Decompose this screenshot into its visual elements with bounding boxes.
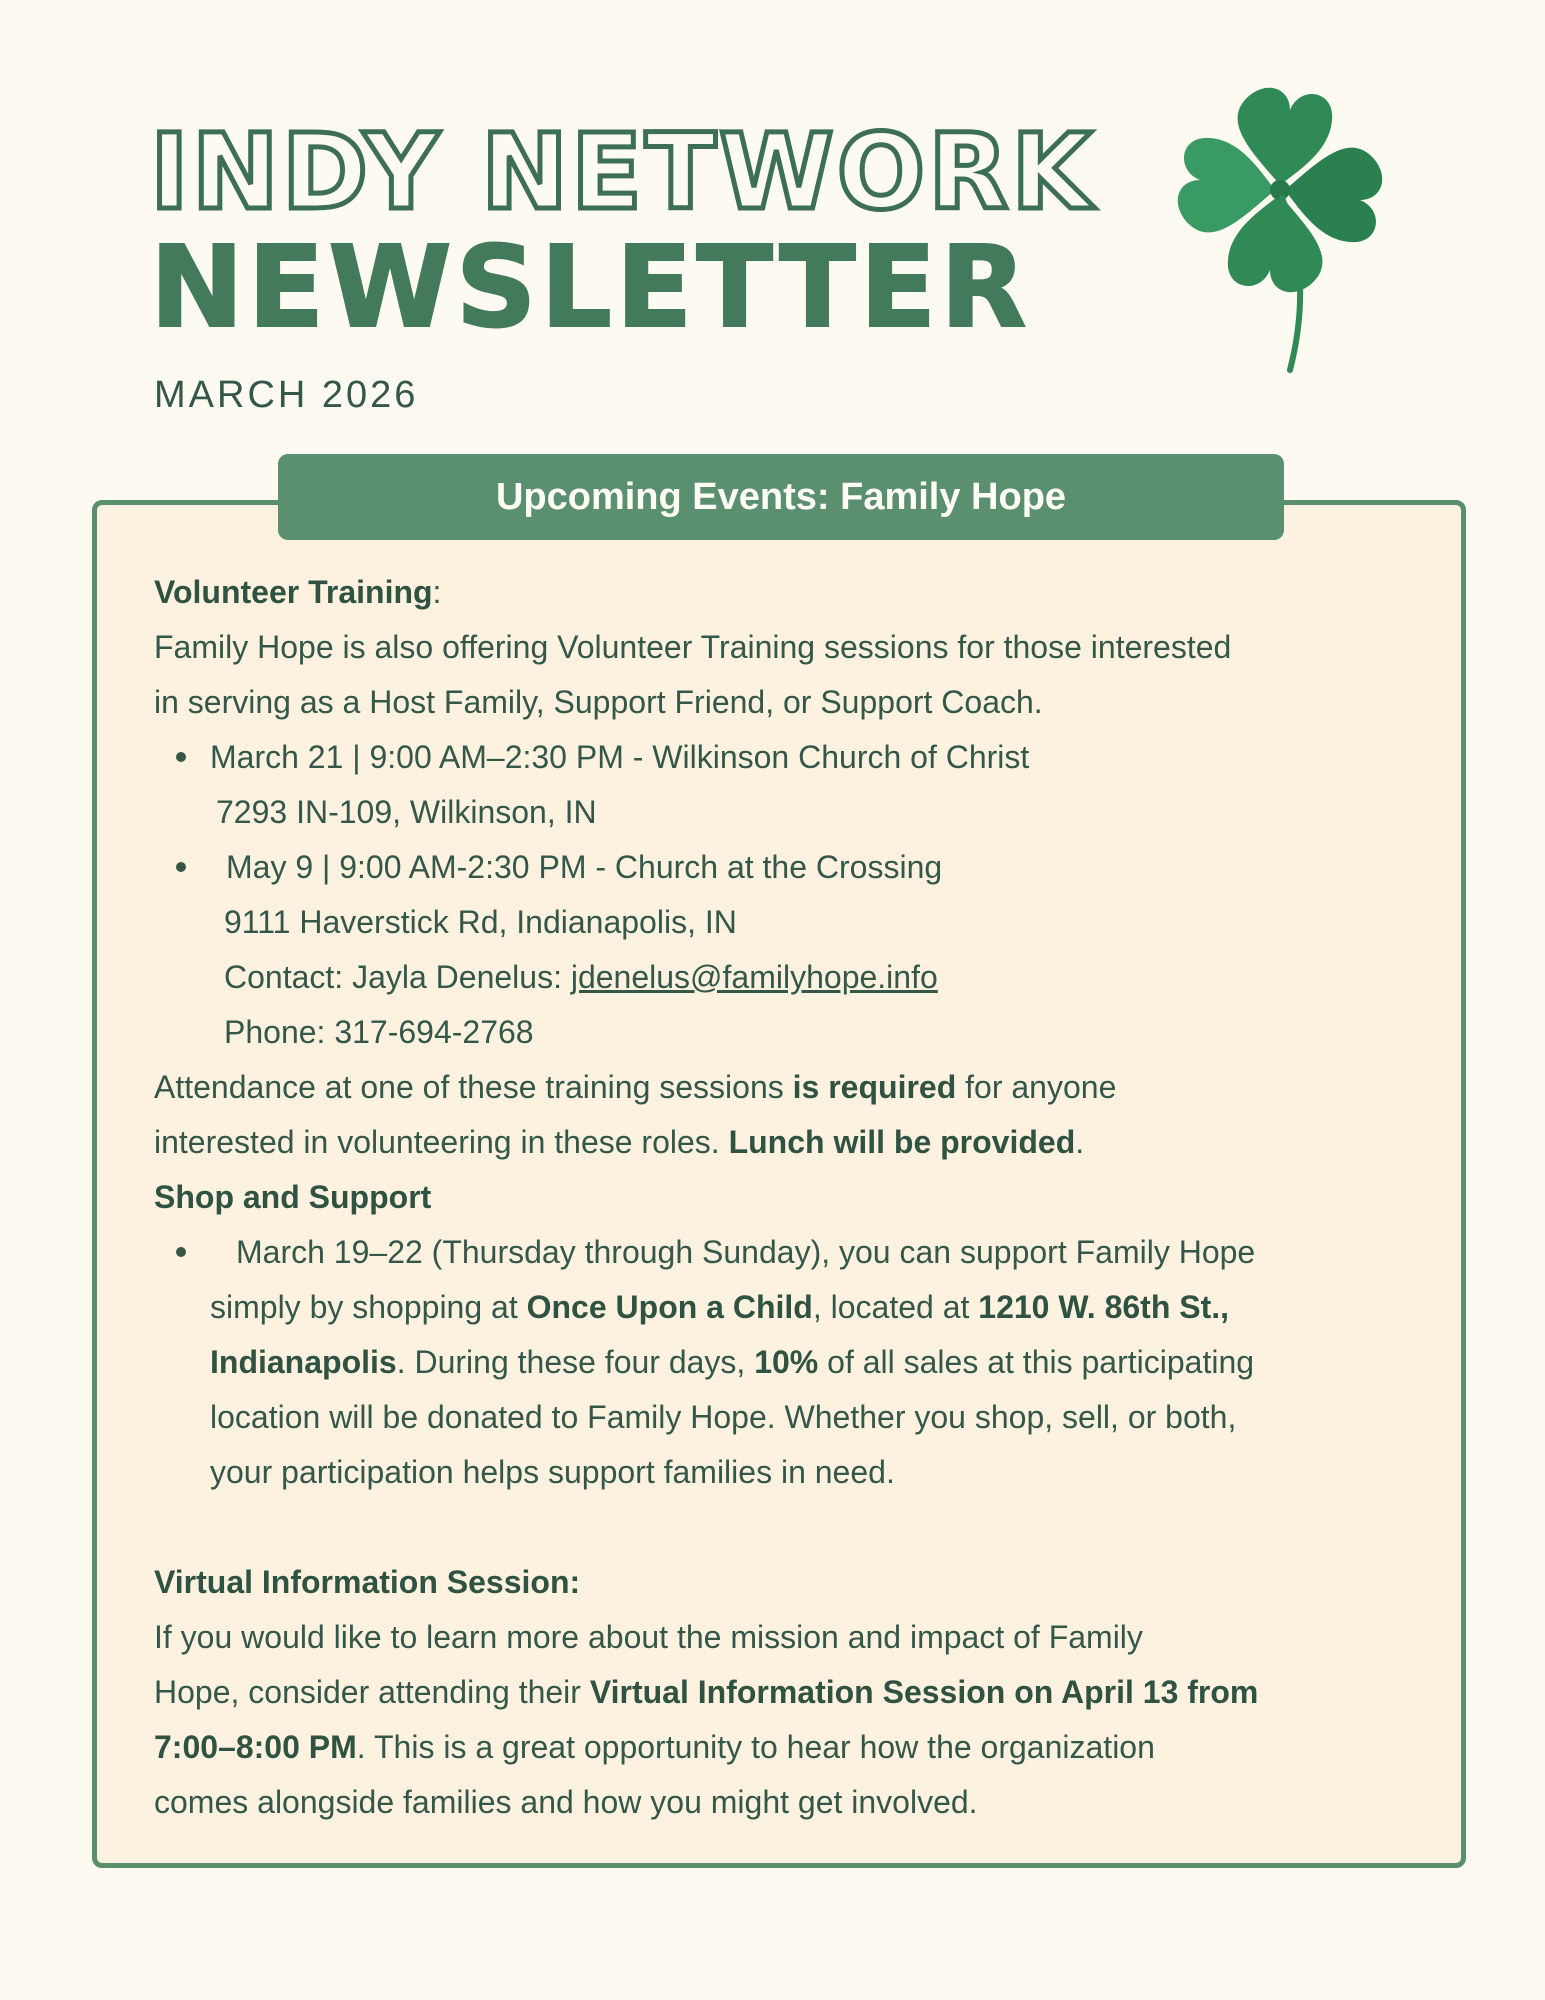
title-line-1: INDY NETWORK [150, 111, 1095, 233]
volunteer-title-suffix: : [432, 574, 442, 610]
spacer [154, 1500, 1414, 1555]
events-heading: Upcoming Events: Family Hope [278, 454, 1284, 540]
session-2-contact [210, 950, 1414, 1005]
shop-text: simply by shopping at [210, 1289, 527, 1325]
four-leaf-clover-icon [1160, 70, 1400, 380]
attendance-line2-end: . [1075, 1124, 1085, 1160]
shop-text-end: of all sales at this participating [818, 1344, 1255, 1380]
shop-support-heading: Shop and Support [154, 1179, 432, 1215]
issue-date: MARCH 2026 [154, 374, 419, 416]
volunteer-title: Volunteer Training [154, 574, 433, 610]
list-item [154, 840, 1414, 1060]
volunteer-intro-1: Family Hope is also offering Volunteer Training sessions for those interested [154, 629, 1232, 665]
events-content [154, 565, 1414, 1830]
attendance-text: Attendance at one of these training sessions [154, 1069, 793, 1105]
donation-percent: 10% [754, 1344, 819, 1380]
session-1-line1: March 21 | 9:00 AM–2:30 PM - Wilkinson Church of Christ [210, 739, 1030, 775]
list-item [154, 730, 1414, 840]
shop-line-1: March 19–22 (Thursday through Sunday), you can support Family Hope [236, 1234, 1256, 1270]
virtual-session-time: 7:00–8:00 PM [154, 1729, 357, 1765]
store-name: Once Upon a Child [526, 1289, 813, 1325]
bullet-icon [176, 862, 186, 872]
attendance-line-2 [154, 1115, 1414, 1170]
list-item [154, 1225, 1414, 1500]
virtual-line-4: comes alongside families and how you might get involved. [154, 1784, 978, 1820]
virtual-line-2 [154, 1665, 1414, 1720]
virtual-session-heading: Virtual Information Session: [154, 1564, 581, 1600]
session-2-phone: Phone: 317-694-2768 [224, 1014, 534, 1050]
attendance-line-1 [154, 1060, 1414, 1115]
virtual-text: Hope, consider attending their [154, 1674, 590, 1710]
virtual-text-end: . This is a great opportunity to hear how the organization [356, 1729, 1155, 1765]
contact-label: Contact: Jayla Denelus: [224, 959, 571, 995]
session-2-line1: May 9 | 9:00 AM-2:30 PM - Church at the Crossing [226, 849, 943, 885]
session-1-line2: 7293 IN-109, Wilkinson, IN [216, 794, 597, 830]
shop-line-3 [210, 1335, 1414, 1390]
shop-line-4: location will be donated to Family Hope. Whether you shop, sell, or both, [210, 1399, 1237, 1435]
shop-line-2 [210, 1280, 1414, 1335]
attendance-text-end: for anyone [956, 1069, 1117, 1105]
lunch-provided: Lunch will be provided [728, 1124, 1076, 1160]
session-2-line2: 9111 Haverstick Rd, Indianapolis, IN [224, 904, 737, 940]
shop-text-days: . During these four days, [396, 1344, 755, 1380]
bullet-icon [176, 752, 186, 762]
store-address: 1210 W. 86th St., [978, 1289, 1230, 1325]
title-line-2: NEWSLETTER [150, 223, 1031, 353]
shop-line-5: your participation helps support families in need. [210, 1454, 895, 1490]
volunteer-training-heading [154, 565, 1414, 620]
contact-email-link[interactable]: jdenelus@familyhope.info [570, 959, 938, 995]
virtual-session-date: Virtual Information Session on April 13 from [589, 1674, 1259, 1710]
attendance-line2-text: interested in volunteering in these roles. [154, 1124, 729, 1160]
virtual-line-1: If you would like to learn more about the mission and impact of Family [154, 1619, 1143, 1655]
bullet-icon [176, 1247, 186, 1257]
store-city: Indianapolis [210, 1344, 397, 1380]
attendance-required: is required [792, 1069, 957, 1105]
shop-text-mid: , located at [812, 1289, 979, 1325]
virtual-line-3 [154, 1720, 1414, 1775]
volunteer-intro-2: in serving as a Host Family, Support Friend, or Support Coach. [154, 684, 1043, 720]
